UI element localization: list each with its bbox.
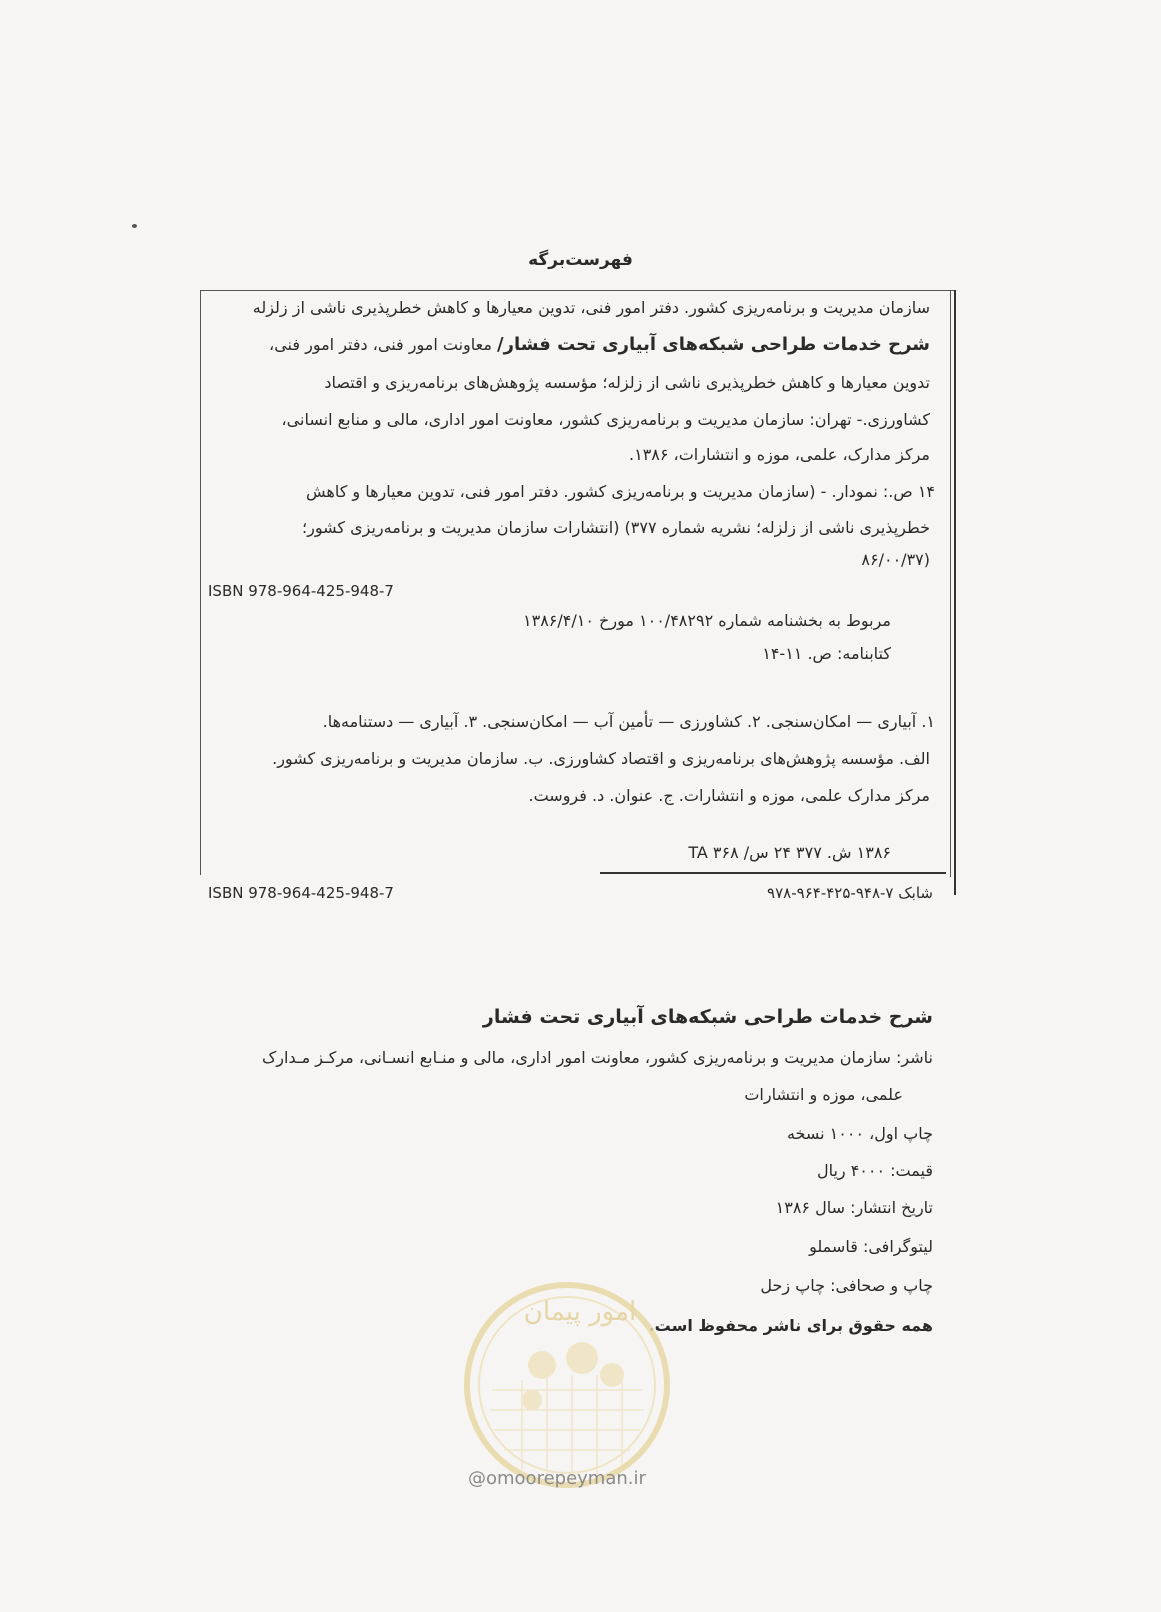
lithography: لیتوگرافی: قاسملو [809,1237,933,1256]
isbn-persian: شابک ۷-۹۴۸-۴۲۵-۹۶۴-۹۷۸ [767,884,933,902]
catalog-subjects-1: ۱. آبیاری — امکان‌سنجی. ۲. کشاورزی — تأمین آب — امکان‌سنجی. ۳. آبیاری — دستنامه‌ها. [322,712,935,731]
card-top-rule [200,290,956,291]
catalog-isbn: ISBN 978-964-425-948-7 [208,582,394,600]
printing: چاپ و صحافی: چاپ زحل [760,1276,933,1295]
catalog-line-4: کشاورزی.- تهران: سازمان مدیریت و برنامه‌ریزی کشور، معاونت امور اداری، مالی و منابع انسانی، [281,410,930,429]
catalog-subjects-2: الف. مؤسسه پژوهش‌های برنامه‌ریزی و اقتصاد کشاورزی. ب. سازمان مدیریت و برنامه‌ریزی کشور. [272,749,930,768]
catalog-line-7: خطرپذیری ناشی از زلزله؛ نشریه شماره ۳۷۷) (انتشارات سازمان مدیریت و برنامه‌ریزی کشور؛ [302,518,930,537]
catalog-line-2-rest: معاونت امور فنی، دفتر امور فنی، [269,335,492,354]
publisher-line-1: ناشر: سازمان مدیریت و برنامه‌ریزی کشور، معاونت امور اداری، مالی و منـابع انسـانی، مرکـز مـدارک [261,1048,933,1067]
watermark-stamp [452,1270,682,1500]
card-right-rule [954,290,956,895]
catalog-circular: مربوط به بخشنامه شماره ۱۰۰/۴۸۲۹۲ مورخ ۱۳۸۶/۴/۱۰ [523,611,891,630]
catalog-line-8: (۸۶/۰۰/۳۷ [861,550,930,569]
catalog-subjects-3: مرکز مدارک علمی، موزه و انتشارات. ج. عنوان. د. فروست. [528,786,930,805]
catalog-line-5: مرکز مدارک، علمی، موزه و انتشارات، ۱۳۸۶. [629,445,930,464]
catalog-title: فهرست‌برگه [528,250,633,270]
catalog-line-2 [269,334,930,355]
catalog-call-number: ۱۳۸۶ ش. ۳۷۷ ۲۴ س/ ۳۶۸ TA [688,843,891,862]
card-left-rule [200,290,201,875]
catalog-line-3: تدوین معیارها و کاهش خطرپذیری ناشی از زلزله؛ مؤسسه پژوهش‌های برنامه‌ریزی و اقتصاد [324,373,930,392]
publication-date: تاریخ انتشار: سال ۱۳۸۶ [775,1198,933,1217]
watermark-site: @omoorepeyman.ir [468,1468,646,1489]
catalog-line-1: سازمان مدیریت و برنامه‌ریزی کشور. دفتر امور فنی، تدوین معیارها و کاهش خطرپذیری ناشی از زلزله [252,298,930,317]
publisher-line-2: علمی، موزه و انتشارات [744,1085,903,1104]
price: قیمت: ۴۰۰۰ ریال [816,1161,933,1180]
watermark-text: امور پیمان [523,1297,637,1327]
edition: چاپ اول، ۱۰۰۰ نسخه [786,1124,933,1143]
catalog-title-bold: شرح خدمات طراحی شبکه‌های آبیاری تحت فشار/ [497,334,930,355]
rights-notice: همه حقوق برای ناشر محفوظ است. [648,1316,933,1335]
catalog-line-6: ۱۴ ص.: نمودار. - (سازمان مدیریت و برنامه‌ریزی کشور. دفتر امور فنی، تدوین معیارها و کاهش [306,482,935,501]
card-bottom-rule [600,872,946,874]
ink-dot [132,224,137,228]
card-inner-right-rule [950,290,951,877]
book-title: شرح خدمات طراحی شبکه‌های آبیاری تحت فشار [482,1006,933,1028]
catalog-bibliography: کتابنامه: ص. ۱۱-۱۴ [762,644,891,663]
isbn-latin: ISBN 978-964-425-948-7 [208,884,394,902]
